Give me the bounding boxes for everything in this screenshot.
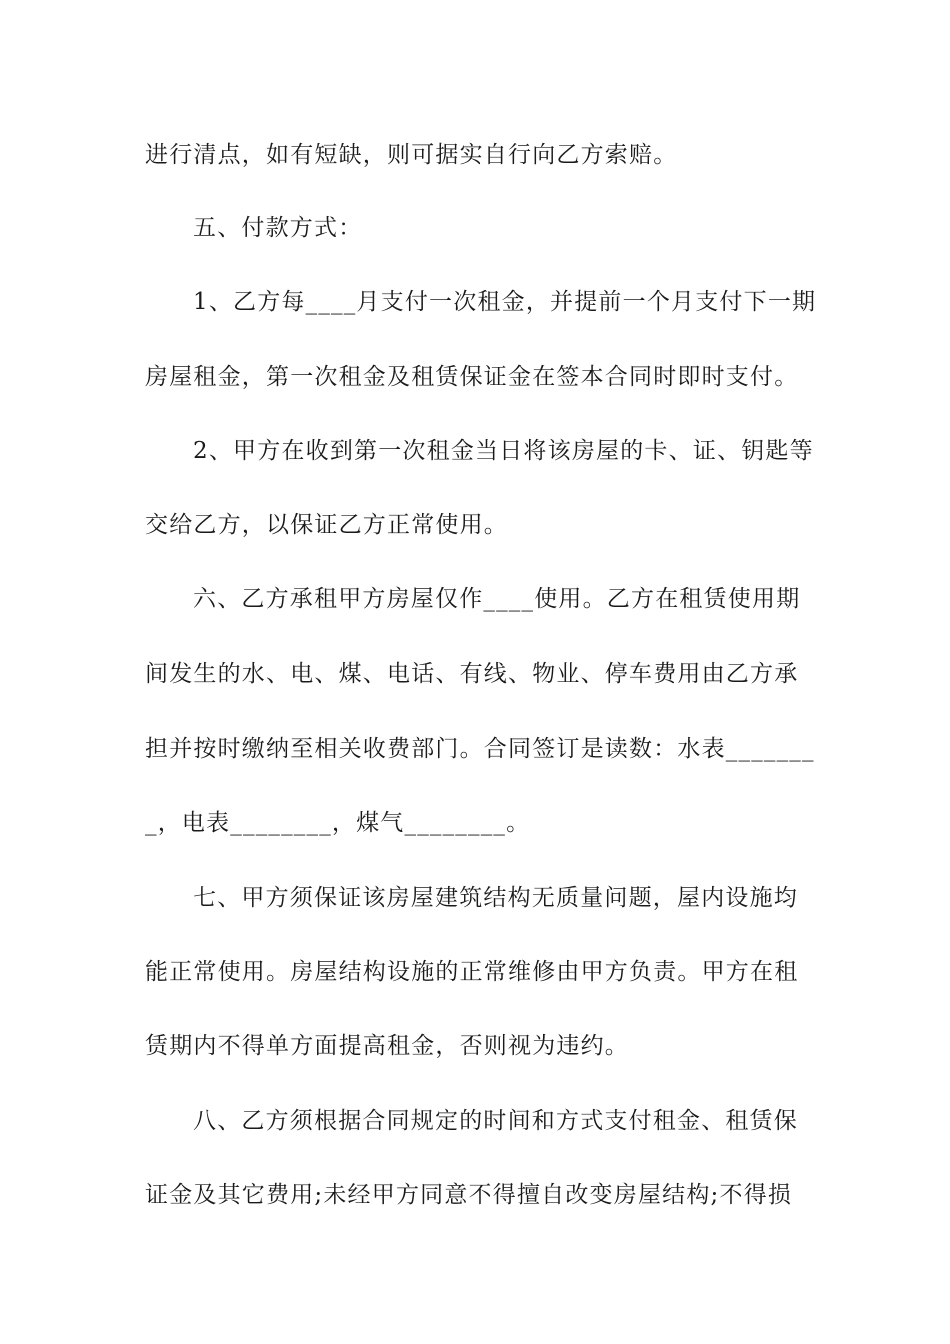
text-line: 能正常使用。房屋结构设施的正常维修由甲方负责。甲方在租: [145, 959, 799, 985]
text-line: _，电表________，煤气________。: [145, 810, 531, 836]
text-line: 八、乙方须根据合同规定的时间和方式支付租金、租赁保: [193, 1108, 798, 1134]
text-line: 七、甲方须保证该房屋建筑结构无质量问题，屋内设施均: [193, 885, 798, 911]
section-heading: 五、付款方式：: [193, 215, 363, 241]
text-line: 进行清点，如有短缺，则可据实自行向乙方索赔。: [145, 142, 678, 168]
text-line: 房屋租金，第一次租金及租赁保证金在签本合同时即时支付。: [145, 364, 799, 390]
text-line: 六、乙方承租甲方房屋仅作____使用。乙方在租赁使用期: [193, 586, 801, 612]
text-line: 间发生的水、电、煤、电话、有线、物业、停车费用由乙方承: [145, 661, 799, 687]
text-line: 2、甲方在收到第一次租金当日将该房屋的卡、证、钥匙等: [193, 438, 814, 464]
text-line: 交给乙方，以保证乙方正常使用。: [145, 512, 508, 538]
text-line: 证金及其它费用;未经甲方同意不得擅自改变房屋结构;不得损: [145, 1182, 793, 1208]
text-line: 担并按时缴纳至相关收费部门。合同签订是读数：水表_______: [145, 736, 815, 762]
text-line: 赁期内不得单方面提高租金，否则视为违约。: [145, 1033, 629, 1059]
text-line: 1、乙方每____月支付一次租金，并提前一个月支付下一期: [193, 289, 817, 315]
